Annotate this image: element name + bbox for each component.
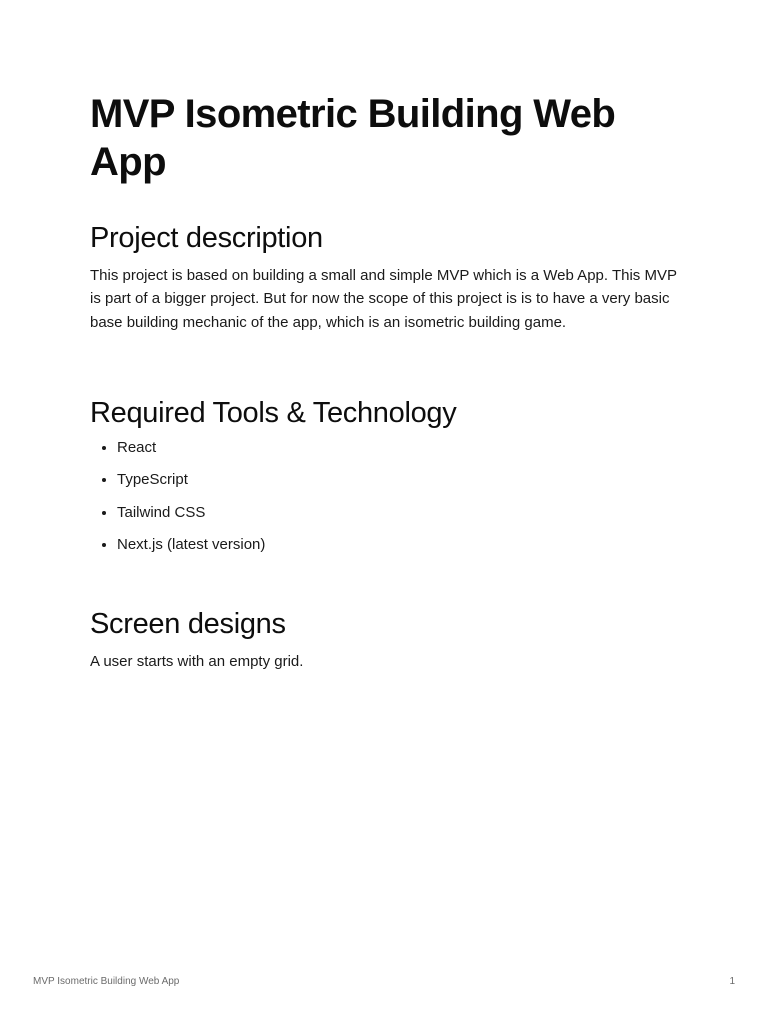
tools-list-item: • TypeScript xyxy=(117,469,690,491)
tools-list xyxy=(90,437,690,557)
document-title: MVP Isometric Building Web App xyxy=(90,92,616,184)
tools-list-item: • Next.js (latest version) xyxy=(117,534,690,556)
footer-document-title: MVP Isometric Building Web App xyxy=(33,976,180,987)
tools-list-item: • React xyxy=(117,437,690,459)
document-page xyxy=(90,90,690,674)
section-heading-required-tools: Required Tools & Technology xyxy=(90,396,457,429)
screen-designs-paragraph: A user starts with an empty grid. xyxy=(90,653,304,671)
footer-page-number: 1 xyxy=(729,976,735,987)
section-heading-screen-designs: Screen designs xyxy=(90,608,286,641)
section-heading-project-description: Project description xyxy=(90,222,323,254)
tools-list-item: • Tailwind CSS xyxy=(117,502,690,524)
project-description-paragraph: This project is based on building a small and simple MVP which is a Web App. This MVP is part of a bigger project. But for now the scope of this project is is to have a very basic base building mechanic of the app, which is an isometric building game. xyxy=(90,267,677,331)
